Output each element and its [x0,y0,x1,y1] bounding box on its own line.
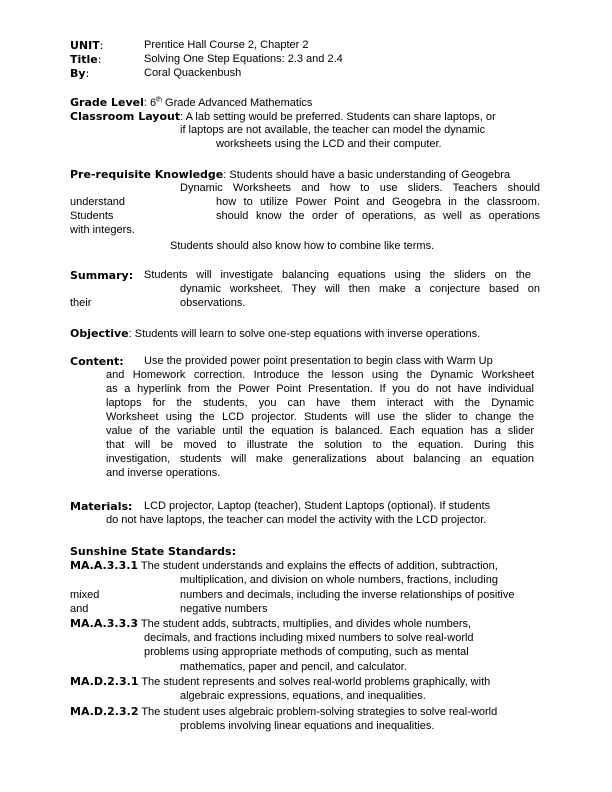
materials-line1: LCD projector, Laptop (teacher), Student Laptops (optional). If students [144,500,491,512]
content-line: investigation, students will make generalizations about balancing an equation [106,453,534,465]
title-value: Solving One Step Equations: 2.3 and 2.4 [144,53,343,65]
prereq-line4-left: Students [70,210,114,222]
title-label: Title: [70,53,102,66]
prereq-line4: should know the order of operations, as well as operations [216,210,540,222]
standard-line-left: mixed [70,589,100,601]
content-line1: Use the provided power point presentation to begin class with Warm Up [144,355,493,367]
standard-code: MA.D.2.3.2 [70,705,139,718]
standard-code: MA.D.2.3.1 [70,675,139,688]
materials-label: Materials: [70,500,133,513]
classroom-layout-label: Classroom Layout [70,110,181,123]
materials-line2: do not have laptops, the teacher can model the activity with the LCD projector. [106,514,487,526]
grade-level: Grade Level: 6th Grade Advanced Mathematics [70,96,313,109]
unit-label: UNIT: [70,39,104,52]
content-line: and Homework correction. Introduce the lesson using the Dynamic Worksheet [106,369,534,381]
standard-line: mathematics, paper and pencil, and calculator. [180,661,407,673]
standard-code: MA.A.3.3.3 [70,617,139,630]
standard-ma-d-2-3-1: MA.D.2.3.1 The student represents and solves real-world problems graphically, with [70,675,491,688]
objective: Objective: Students will learn to solve one-step equations with inverse operations. [70,327,481,340]
prereq-label: Pre-requisite Knowledge [70,168,224,181]
standard-line: negative numbers [180,603,268,615]
summary-line3: observations. [180,297,246,309]
summary-line3-left: their [70,297,92,309]
content-line: Worksheet using the LCD projector. Students will use the slider to change the [106,411,534,423]
content-label: Content: [70,355,124,368]
standard-ma-a-3-3-3: MA.A.3.3.3 The student adds, subtracts, multiplies, and divides whole numbers, [70,617,472,630]
summary-line1: Students will investigate balancing equations using the sliders on the [144,269,531,281]
summary-line2: dynamic worksheet. They will then make a conjecture based on [180,283,540,295]
content-line: value of the variable until the equation is balanced. Each equation has a slider [106,425,534,437]
standard-line: numbers and decimals, including the inverse relationships of positive [180,589,515,601]
standard-line: decimals, and fractions including mixed numbers to solve real-world [144,632,474,644]
objective-label: Objective [70,327,129,340]
standard-line-left: and [70,603,89,615]
prereq-knowledge: Pre-requisite Knowledge: Students should have a basic understanding of Geogebra [70,168,511,181]
prereq-line2: Dynamic Worksheets and how to use sliders. Teachers should [180,182,540,194]
by-label: By: [70,67,90,80]
prereq-line5: with integers. [70,224,135,236]
content-line: as a hyperlink from the Power Point Presentation. If you do not have individual [106,383,534,395]
standard-line: multiplication, and division on whole numbers, fractions, including [180,574,498,586]
unit-value: Prentice Hall Course 2, Chapter 2 [144,39,309,51]
standard-line: problems involving linear equations and inequalities. [180,720,435,732]
standard-ma-a-3-3-1: MA.A.3.3.1 The student understands and explains the effects of addition, subtraction, [70,559,498,572]
standard-ma-d-2-3-2: MA.D.2.3.2 The student uses algebraic problem-solving strategies to solve real-world [70,705,498,718]
classroom-layout-line3: worksheets using the LCD and their computer. [216,138,442,150]
prereq-line3-left: understand [70,196,126,208]
prereq-line3: how to utilize Power Point and Geogebra in the classroom. [216,196,540,208]
standard-line: algebraic expressions, equations, and inequalities. [180,690,426,702]
content-line: that will be moved to illustrate the solution to the equation. During this [106,439,534,451]
by-value: Coral Quackenbush [144,67,242,79]
content-line: laptops for the students, you can have them interact with the Dynamic [106,397,534,409]
classroom-layout-line2: if laptops are not available, the teacher can model the dynamic [180,124,486,136]
standard-code: MA.A.3.3.1 [70,559,139,572]
standard-line: problems using appropriate methods of computing, such as mental [144,646,469,658]
standards-heading: Sunshine State Standards: [70,545,236,558]
content-line: and inverse operations. [106,467,221,479]
grade-level-label: Grade Level [70,96,144,109]
classroom-layout: Classroom Layout: A lab setting would be preferred. Students can share laptops, or [70,110,496,123]
summary-label: Summary: [70,269,134,282]
prereq-line6: Students should also know how to combine like terms. [170,240,435,252]
